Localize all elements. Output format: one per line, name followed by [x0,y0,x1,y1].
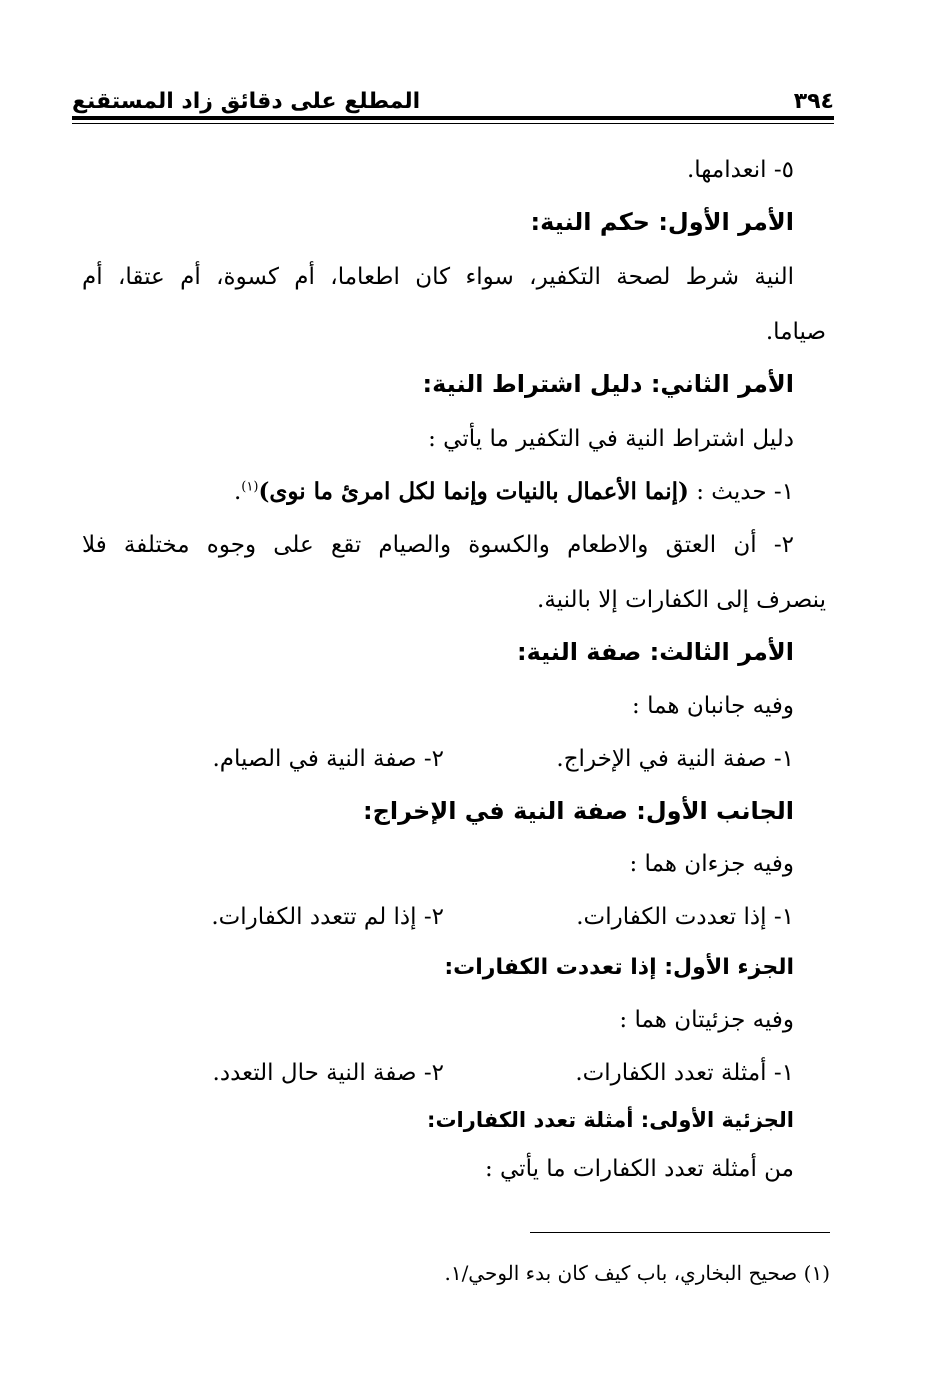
list-item-5: ٥- انعدامها. [686,157,794,183]
paragraph-two-aspects: وفيه جانبان هما : [632,693,794,719]
paragraph-ruling-line-1: النية شرط لصحة التكفير، سواء كان اطعاما، أم كسوة، أم عتقا، أم [82,264,794,290]
footnote-separator [530,1232,830,1233]
heading-first-part: الجزء الأول: إذا تعددت الكفارات: [444,955,794,980]
paragraph-two-subparts: وفيه جزئيتان هما : [619,1007,794,1033]
paragraph-examples: من أمثلة تعدد الكفارات ما يأتي : [484,1156,794,1182]
paragraph-second-evidence-line-2: ينصرف إلى الكفارات إلا بالنية. [537,587,826,613]
heading-description: الأمر الثالث: صفة النية: [516,638,794,666]
footnote: (١) صحيح البخاري، باب كيف كان بدء الوحي/١. [444,1261,830,1285]
subpart-item-2: ٢- صفة النية حال التعدد. [212,1060,444,1086]
heading-first-subpart: الجزئية الأولى: أمثلة تعدد الكفارات: [427,1108,794,1132]
hadith-end: . [233,479,242,505]
paragraph-second-evidence-line-1: ٢- أن العتق والاطعام والكسوة والصيام تقع على وجوه مختلفة فلا [82,532,794,558]
hadith-quote: (إنما الأعمال بالنيات وإنما لكل امرئ ما نوى) [258,478,689,505]
subpart-item-1: ١- أمثلة تعدد الكفارات. [575,1060,794,1086]
aspect-item-1: ١- صفة النية في الإخراج. [556,746,794,772]
footnote-marker: (١) [241,479,259,495]
paragraph-ruling-line-2: صياما. [765,319,826,345]
part-item-2: ٢- إذا لم تتعدد الكفارات. [211,904,444,930]
paragraph-two-parts: وفيه جزءان هما : [629,851,794,877]
part-item-1: ١- إذا تعددت الكفارات. [576,904,794,930]
book-title: المطلع على دقائق زاد المستقنع [72,89,421,114]
heading-evidence: الأمر الثاني: دليل اشتراط النية: [422,370,794,398]
header-rule-thick [72,116,834,120]
page-header [72,78,834,114]
header-rule-thin [72,123,834,124]
hadith-prefix: ١- حديث : [696,479,794,505]
aspect-item-2: ٢- صفة النية في الصيام. [212,746,444,772]
heading-first-aspect: الجانب الأول: صفة النية في الإخراج: [362,797,794,825]
heading-ruling-of-intention: الأمر الأول: حكم النية: [530,208,794,236]
hadith-line [234,476,794,508]
paragraph-evidence: دليل اشتراط النية في التكفير ما يأتي : [428,426,794,452]
page-number: ٣٩٤ [793,89,834,114]
